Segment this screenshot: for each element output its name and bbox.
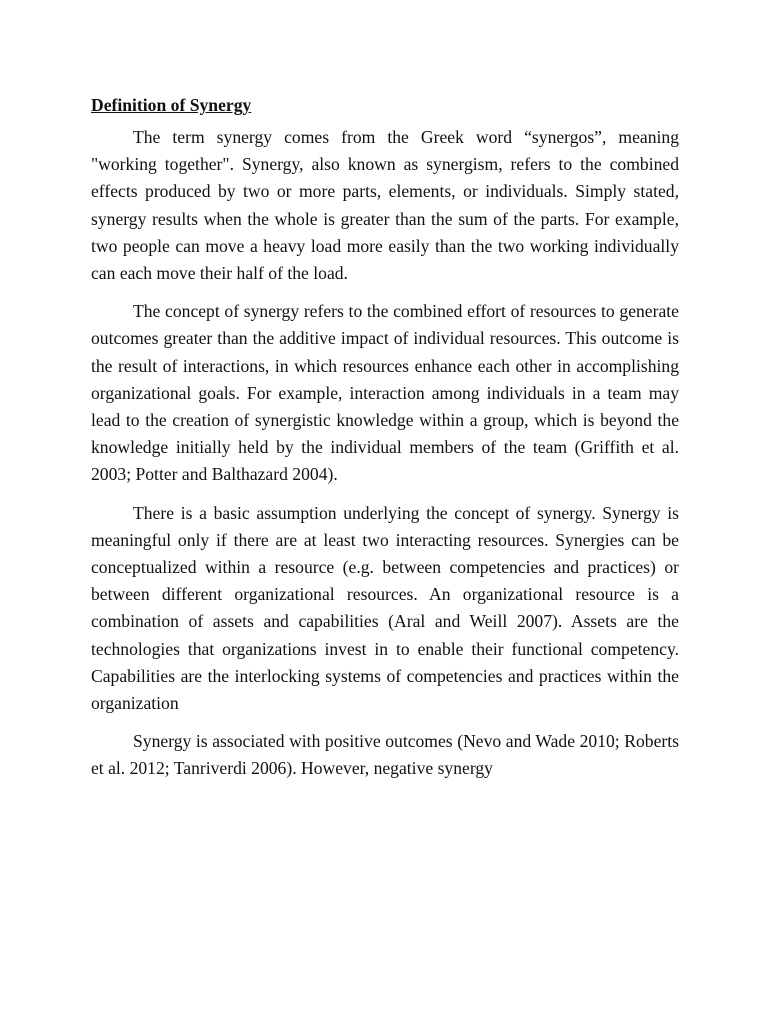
paragraph-4: Synergy is associated with positive outcomes (Nevo and Wade 2010; Roberts et al. 2012; Tanriverdi 2006). However, negative synergy	[91, 731, 679, 779]
paragraph-1: The term synergy comes from the Greek word “synergos”, meaning "working together". Synergy, also known as synergism, refers to the combined effects produced by two or more parts, elements, or individuals. Simply stated, synergy results when the whole is greater than the sum of the parts. For example, two people can move a heavy load more easily than the two working individually can each move their half of the load.	[91, 127, 679, 284]
paragraph-3: There is a basic assumption underlying the concept of synergy. Synergy is meaningful only if there are at least two interacting resources. Synergies can be conceptualized within a resource (e.g. between competencies and practices) or between different organizational resources. An organizational resource is a combination of assets and capabilities (Aral and Weill 2007). Assets are the technologies that organizations invest in to enable their functional competency. Capabilities are the interlocking systems of competencies and practices within the organization	[91, 502, 679, 714]
document-body	[91, 92, 679, 794]
paragraph-2: The concept of synergy refers to the combined effort of resources to generate outcomes greater than the additive impact of individual resources. This outcome is the result of interactions, in which resources enhance each other in accomplishing organizational goals. For example, interaction among individuals in a team may lead to the creation of synergistic knowledge within a group, which is beyond the knowledge initially held by the individual members of the team (Griffith et al. 2003; Potter and Balthazard 2004).	[91, 301, 679, 485]
section-heading: Definition of Synergy	[91, 95, 252, 115]
